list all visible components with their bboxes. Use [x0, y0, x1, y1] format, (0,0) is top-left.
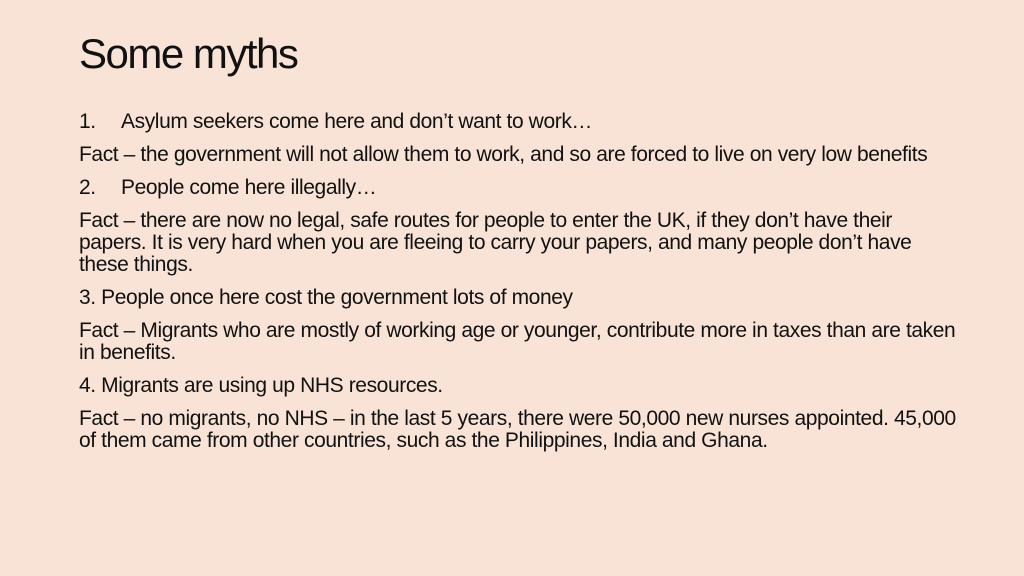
fact-text-4: Fact – no migrants, no NHS – in the last 5 years, there were 50,000 new nurses appointed. 45,000 of them came from other countries, such as the Philippines, India and Ghana. — [79, 407, 956, 452]
myth-text-4: 4. Migrants are using up NHS resources. — [79, 374, 443, 397]
fact-text-1: Fact – the government will not allow them to work, and so are forced to live on very low benefits — [79, 143, 928, 166]
myth-number-1: 1. — [79, 110, 96, 133]
myth-text-1: Asylum seekers come here and don’t want to work… — [121, 110, 593, 133]
fact-text-2: Fact – there are now no legal, safe routes for people to enter the UK, if they don’t have their papers. It is very hard when you are fleeing to carry your papers, and many people don’t have these things. — [79, 209, 912, 276]
myth-text-2: People come here illegally… — [121, 176, 377, 199]
myth-number-2: 2. — [79, 176, 96, 199]
fact-text-3: Fact – Migrants who are mostly of working age or younger, contribute more in taxes than are taken in benefits. — [79, 319, 956, 364]
myth-item-2 — [79, 177, 959, 199]
myth-item-1 — [79, 111, 959, 133]
myth-text-3: 3. People once here cost the government lots of money — [79, 286, 573, 309]
slide-title: Some myths — [79, 30, 298, 77]
slide-body — [79, 111, 959, 463]
